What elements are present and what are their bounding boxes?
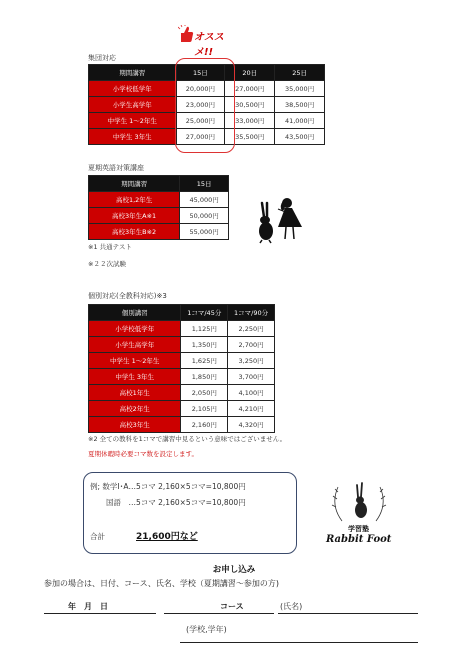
group-header-cell: 25日 <box>275 65 325 81</box>
group-price-cell: 30,500円 <box>225 97 275 113</box>
group-price-cell: 38,500円 <box>275 97 325 113</box>
rabbit-foot-logo <box>320 477 398 552</box>
name-field-label: (氏名) <box>280 602 303 611</box>
group-price-cell: 35,000円 <box>275 81 325 97</box>
group-price-cell: 33,000円 <box>225 113 275 129</box>
group-price-cell: 20,000円 <box>176 81 225 97</box>
individual-row <box>89 385 275 401</box>
individual-price-cell: 2,700円 <box>228 337 275 353</box>
individual-row <box>89 321 275 337</box>
group-price-cell: 35,500円 <box>225 129 275 145</box>
english-row <box>89 208 229 224</box>
individual-price-cell: 4,100円 <box>228 385 275 401</box>
english-row-label: 高校3年生A※1 <box>89 208 180 224</box>
example-total-value: 21,600円など <box>136 532 198 542</box>
rabbit-foot-logo-name: 学習塾 <box>348 525 369 533</box>
individual-row-label: 高校3年生 <box>89 417 181 433</box>
individual-price-cell: 2,105円 <box>181 401 228 417</box>
alice-rabbit-silhouette <box>252 195 312 245</box>
english-header-cell: 15日 <box>180 176 229 192</box>
english-note-1: ※1 共通テスト <box>88 243 132 251</box>
recommend-logo <box>178 22 238 58</box>
application-instructions: 参加の場合は、日付、コース、氏名、学校（夏期講習〜参加の方) <box>44 579 279 588</box>
group-price-cell: 23,000円 <box>176 97 225 113</box>
recommend-logo-text: オススメ!! <box>194 32 224 58</box>
english-section-label: 夏期英語対策講座 <box>88 164 144 172</box>
group-price-cell: 27,000円 <box>225 81 275 97</box>
english-price-cell: 45,000円 <box>180 192 229 208</box>
group-price-cell: 25,000円 <box>176 113 225 129</box>
english-row <box>89 224 229 240</box>
group-price-cell: 43,500円 <box>275 129 325 145</box>
individual-header-row <box>89 305 275 321</box>
individual-price-cell: 3,700円 <box>228 369 275 385</box>
individual-price-cell: 1,125円 <box>181 321 228 337</box>
individual-header-cell: 1コマ/45分 <box>181 305 228 321</box>
english-note-2: ※２２次試験 <box>88 260 126 268</box>
group-price-cell: 27,000円 <box>176 129 225 145</box>
example-line-2: 国語 …5コマ 2,160×5コマ=10,800円 <box>106 498 246 507</box>
english-price-table <box>88 175 229 240</box>
individual-section-label: 個別対応(全教科対応)※3 <box>88 292 167 300</box>
individual-price-cell: 4,210円 <box>228 401 275 417</box>
individual-note: ※2 全ての教科を1コマで講習中見るという意味ではございません。 <box>88 435 287 443</box>
rabbit-foot-logo-script: Rabbit Foot <box>326 534 392 545</box>
individual-price-cell: 4,320円 <box>228 417 275 433</box>
individual-price-cell: 1,350円 <box>181 337 228 353</box>
individual-row-label: 小学生高学年 <box>89 337 181 353</box>
individual-price-cell: 1,850円 <box>181 369 228 385</box>
name-field[interactable] <box>278 600 418 614</box>
individual-row-label: 小学校低学年 <box>89 321 181 337</box>
individual-price-cell: 1,625円 <box>181 353 228 369</box>
english-row-label: 高校1,2年生 <box>89 192 180 208</box>
school-field[interactable] <box>180 622 418 643</box>
individual-row-label: 高校2年生 <box>89 401 181 417</box>
date-field-label: 年 月 日 <box>68 602 108 611</box>
individual-price-table <box>88 304 275 433</box>
group-row-label: 中学生 3年生 <box>89 129 177 145</box>
date-field[interactable] <box>44 600 156 614</box>
recommended-column-highlight <box>175 58 235 153</box>
individual-row <box>89 401 275 417</box>
example-line-1: 例; 数学Ⅰ･A…5コマ 2,160×5コマ=10,800円 <box>90 482 246 491</box>
individual-row-label: 中学生 1〜2年生 <box>89 353 181 369</box>
individual-header-cell: 1コマ/90分 <box>228 305 275 321</box>
example-total-label: 合計 <box>90 532 105 541</box>
group-header-cell: 20日 <box>225 65 275 81</box>
english-price-cell: 55,000円 <box>180 224 229 240</box>
individual-row <box>89 369 275 385</box>
group-row-label: 小学校低学年 <box>89 81 177 97</box>
group-header-cell: 期間講習 <box>89 65 177 81</box>
individual-row-label: 中学生 3年生 <box>89 369 181 385</box>
group-price-cell: 41,000円 <box>275 113 325 129</box>
rabbit-wreath-icon <box>324 477 394 525</box>
individual-price-cell: 2,250円 <box>228 321 275 337</box>
individual-price-cell: 2,160円 <box>181 417 228 433</box>
school-field-label: (学校,学年) <box>186 625 227 634</box>
english-row-label: 高校3年生B※2 <box>89 224 180 240</box>
course-field[interactable] <box>164 600 274 614</box>
individual-row <box>89 353 275 369</box>
english-price-cell: 50,000円 <box>180 208 229 224</box>
individual-price-cell: 3,250円 <box>228 353 275 369</box>
english-row <box>89 192 229 208</box>
individual-row-label: 高校1年生 <box>89 385 181 401</box>
group-row-label: 中学生 1〜2年生 <box>89 113 177 129</box>
course-field-label: コース <box>220 602 244 611</box>
individual-row <box>89 337 275 353</box>
group-header-cell: 15日 <box>176 65 225 81</box>
group-row-label: 小学生高学年 <box>89 97 177 113</box>
application-title: お申し込み <box>212 565 256 575</box>
individual-header-cell: 個別講習 <box>89 305 181 321</box>
individual-price-cell: 2,050円 <box>181 385 228 401</box>
thumbs-up-icon <box>178 25 194 43</box>
english-header-cell: 期間講習 <box>89 176 180 192</box>
individual-row <box>89 417 275 433</box>
individual-note-red: 夏期休暇時必要コマ数を設定します。 <box>88 450 198 458</box>
group-section-label: 集団対応 <box>88 54 116 62</box>
english-header-row <box>89 176 229 192</box>
